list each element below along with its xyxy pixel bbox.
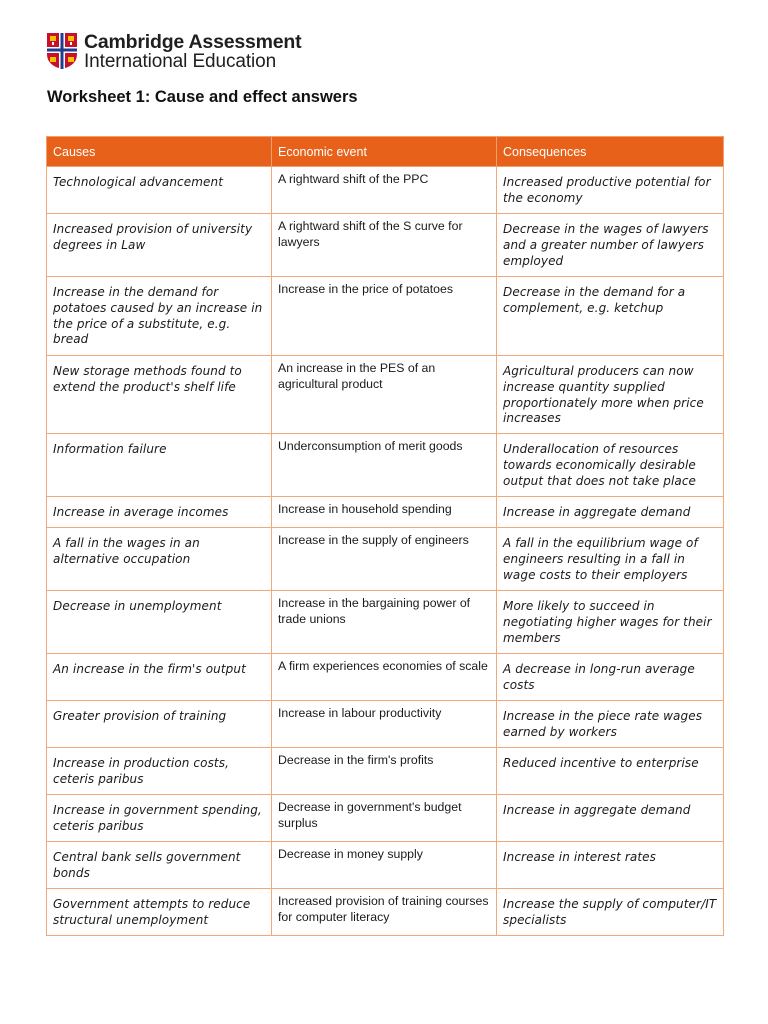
event-cell: Increased provision of training courses for computer literacy [272,889,497,936]
column-header-causes: Causes [47,137,272,167]
cause-cell: Information failure [47,434,272,497]
consequence-cell: Increase in aggregate demand [497,795,724,842]
university-crest-icon [46,32,78,70]
cause-cell: Increase in average incomes [47,497,272,528]
cause-cell: Increase in the demand for potatoes caused by an increase in the price of a substitute, e.g. bread [47,277,272,356]
table-header-row [47,137,724,167]
cause-cell: Greater provision of training [47,701,272,748]
consequence-cell: More likely to succeed in negotiating higher wages for their members [497,591,724,654]
column-header-consequences: Consequences [497,137,724,167]
cause-cell: Increase in government spending, ceteris paribus [47,795,272,842]
consequence-cell: Increase in the piece rate wages earned by workers [497,701,724,748]
table-row [47,356,724,434]
table-row [47,654,724,701]
table-row [47,167,724,214]
column-header-economic-event: Economic event [272,137,497,167]
event-cell: Underconsumption of merit goods [272,434,497,497]
event-cell: A rightward shift of the S curve for lawyers [272,214,497,277]
table-row [47,889,724,936]
consequence-cell: Decrease in the demand for a complement, e.g. ketchup [497,277,724,356]
cause-cell: Increase in production costs, ceteris paribus [47,748,272,795]
table-row [47,434,724,497]
event-cell: An increase in the PES of an agricultural product [272,356,497,434]
org-name-line1: Cambridge Assessment [84,31,302,53]
cause-cell: Government attempts to reduce structural unemployment [47,889,272,936]
event-cell: A firm experiences economies of scale [272,654,497,701]
cause-cell: Increased provision of university degrees in Law [47,214,272,277]
table-row [47,528,724,591]
event-cell: Increase in the supply of engineers [272,528,497,591]
table-row [47,748,724,795]
table-row [47,497,724,528]
table-row [47,214,724,277]
cause-effect-table [46,136,724,936]
cause-cell: A fall in the wages in an alternative occupation [47,528,272,591]
event-cell: Decrease in money supply [272,842,497,889]
consequence-cell: Underallocation of resources towards economically desirable output that does not take place [497,434,724,497]
table-row [47,701,724,748]
consequence-cell: Reduced incentive to enterprise [497,748,724,795]
consequence-cell: Increase in aggregate demand [497,497,724,528]
cause-cell: New storage methods found to extend the product's shelf life [47,356,272,434]
consequence-cell: Decrease in the wages of lawyers and a greater number of lawyers employed [497,214,724,277]
cause-cell: Technological advancement [47,167,272,214]
table-row [47,842,724,889]
event-cell: Increase in the price of potatoes [272,277,497,356]
table-row [47,277,724,356]
org-name-line2: International Education [84,51,277,72]
cause-cell: An increase in the firm's output [47,654,272,701]
logo [46,32,301,72]
table-row [47,591,724,654]
consequence-cell: Agricultural producers can now increase quantity supplied proportionately more when price increases [497,356,724,434]
consequence-cell: Increase in interest rates [497,842,724,889]
cause-cell: Central bank sells government bonds [47,842,272,889]
table-row [47,795,724,842]
cause-cell: Decrease in unemployment [47,591,272,654]
event-cell: Decrease in the firm's profits [272,748,497,795]
consequence-cell: A decrease in long-run average costs [497,654,724,701]
page-title: Worksheet 1: Cause and effect answers [47,88,358,106]
event-cell: A rightward shift of the PPC [272,167,497,214]
consequence-cell: A fall in the equilibrium wage of engineers resulting in a fall in wage costs to their employers [497,528,724,591]
consequence-cell: Increased productive potential for the economy [497,167,724,214]
event-cell: Increase in labour productivity [272,701,497,748]
event-cell: Increase in the bargaining power of trade unions [272,591,497,654]
consequence-cell: Increase the supply of computer/IT specialists [497,889,724,936]
event-cell: Increase in household spending [272,497,497,528]
event-cell: Decrease in government's budget surplus [272,795,497,842]
